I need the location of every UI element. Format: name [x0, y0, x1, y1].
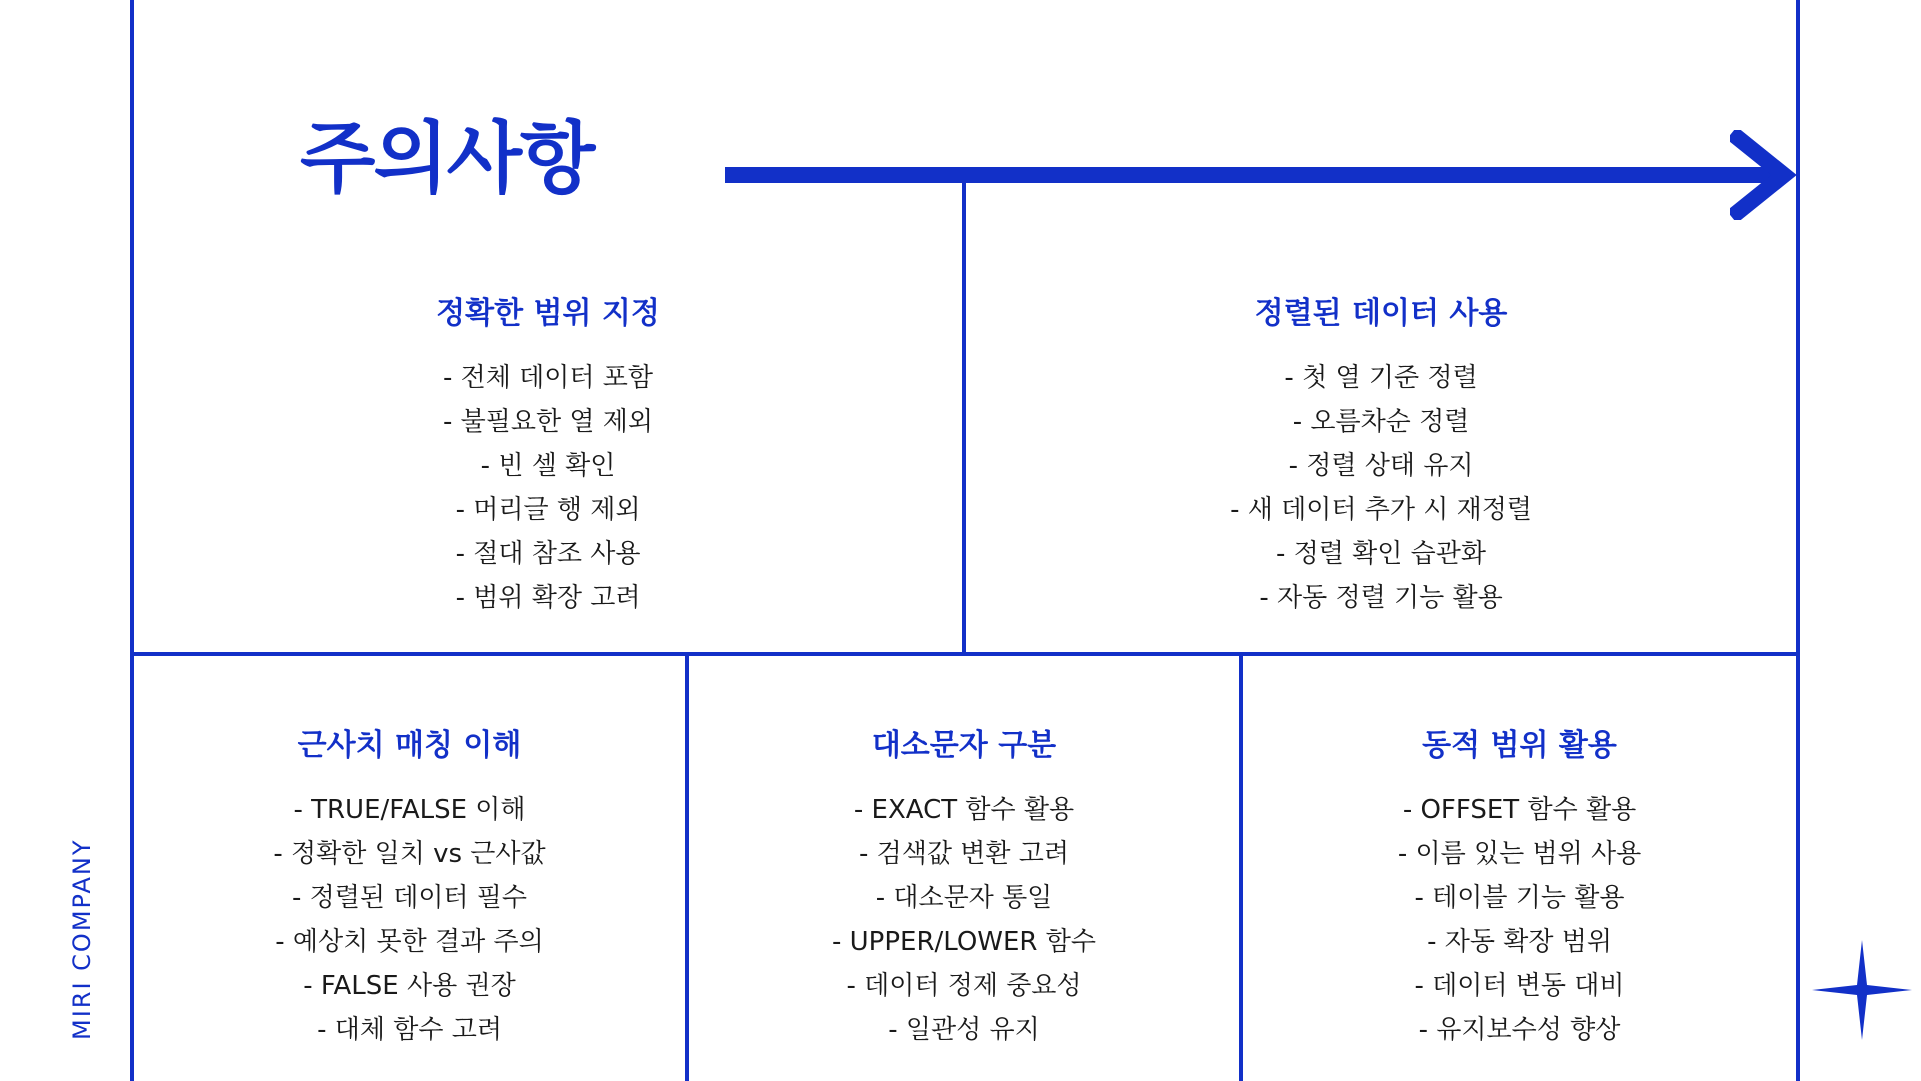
card-dynamic-range [1243, 728, 1796, 1052]
card-list [966, 356, 1796, 620]
list-item: - 예상치 못한 결과 주의 [275, 927, 544, 957]
list-item: - FALSE 사용 권장 [303, 971, 516, 1001]
list-item: - 대체 함수 고려 [317, 1015, 502, 1045]
sparkle-star-icon [1812, 940, 1912, 1040]
list-item: - 유지보수성 향상 [1418, 1015, 1621, 1045]
card-title: 정확한 범위 지정 [436, 296, 660, 331]
card-list [689, 788, 1239, 1052]
list-item: - 일관성 유지 [888, 1015, 1040, 1045]
card-title: 정렬된 데이터 사용 [1254, 296, 1508, 331]
list-item: - 빈 셀 확인 [480, 451, 616, 481]
card-title: 대소문자 구분 [871, 728, 1057, 763]
right-arrow-icon [1730, 130, 1800, 220]
list-item: - UPPER/LOWER 함수 [831, 927, 1096, 957]
card-case-sensitivity [689, 728, 1239, 1052]
list-item: - 불필요한 열 제외 [443, 407, 653, 437]
list-item: - 이름 있는 범위 사용 [1397, 839, 1642, 869]
list-item: - 검색값 변환 고려 [859, 839, 1069, 869]
arrow-shaft [725, 167, 1785, 183]
card-list [134, 356, 962, 620]
list-item: - 새 데이터 추가 시 재정렬 [1230, 495, 1532, 525]
list-item: - 정렬 상태 유지 [1288, 451, 1474, 481]
list-item: - 데이터 변동 대비 [1414, 971, 1625, 1001]
list-item: - 데이터 정제 중요성 [846, 971, 1082, 1001]
list-item: - 첫 열 기준 정렬 [1284, 363, 1478, 393]
list-item: - 자동 정렬 기능 활용 [1259, 583, 1503, 613]
list-item: - 정렬 확인 습관화 [1276, 539, 1486, 569]
card-list [134, 788, 685, 1052]
list-item: - 범위 확장 고려 [455, 583, 641, 613]
card-list [1243, 788, 1796, 1052]
list-item: - EXACT 함수 활용 [853, 795, 1075, 825]
page-title: 주의사항 [300, 114, 594, 204]
list-item: - TRUE/FALSE 이해 [293, 795, 526, 825]
card-title: 동적 범위 활용 [1422, 728, 1617, 763]
card-title: 근사치 매칭 이해 [297, 728, 522, 763]
list-item: - 정확한 일치 vs 근사값 [273, 839, 546, 869]
list-item: - 전체 데이터 포함 [443, 363, 653, 393]
list-item: - 절대 참조 사용 [455, 539, 641, 569]
list-item: - 머리글 행 제외 [455, 495, 641, 525]
list-item: - 자동 확장 범위 [1427, 927, 1612, 957]
card-range-selection [134, 296, 962, 620]
list-item: - 오름차순 정렬 [1292, 407, 1470, 437]
card-sorted-data [966, 296, 1796, 620]
list-item: - 테이블 기능 활용 [1414, 883, 1625, 913]
company-name: MIRI COMPANY [68, 838, 96, 1040]
card-approximate-match [134, 728, 685, 1052]
list-item: - 대소문자 통일 [875, 883, 1053, 913]
list-item: - 정렬된 데이터 필수 [291, 883, 528, 913]
list-item: - OFFSET 함수 활용 [1402, 795, 1637, 825]
